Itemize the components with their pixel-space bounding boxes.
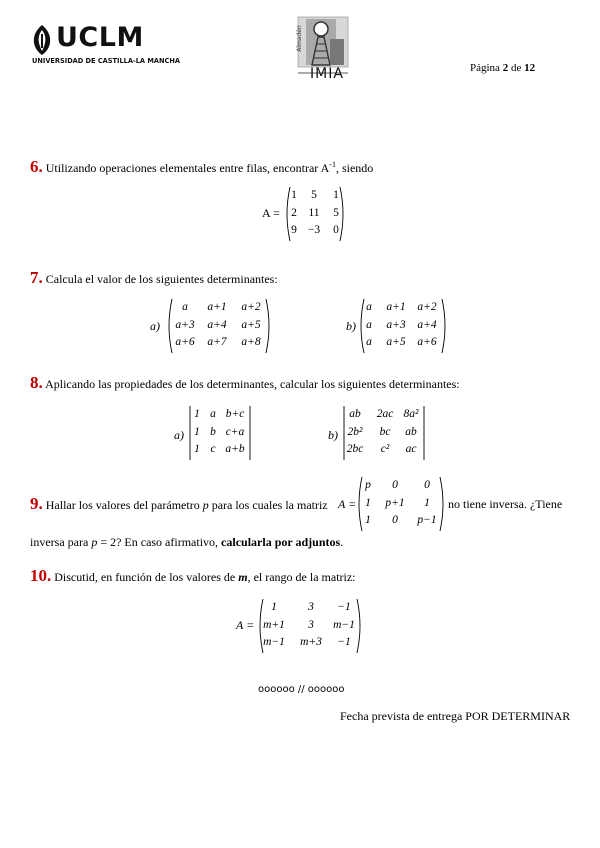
problem-7-text: Calcula el valor de los siguientes determinantes: <box>45 272 278 286</box>
matrix-cell: 1 <box>194 408 200 420</box>
problem-10: 10. Discutid, en función de los valores de m, el rango de la matriz: <box>30 566 356 585</box>
matrix-cell: c+a <box>225 425 245 438</box>
matrix-cell: a <box>366 336 372 348</box>
matrix-cell: 2b² <box>347 425 363 438</box>
problem-10-number: 10. <box>30 566 52 585</box>
matrix-cell: 11 <box>308 206 320 219</box>
matrix-cell: 8a² <box>403 408 419 420</box>
problem-9-matrix-label: A = <box>338 497 357 511</box>
problem-8 <box>30 373 460 393</box>
uclm-wordmark: UCLM <box>56 22 144 53</box>
problem-8-number: 8. <box>30 373 43 392</box>
matrix-cell: a+4 <box>207 318 227 331</box>
imia-logo <box>296 15 350 85</box>
matrix-cell: a <box>366 318 372 331</box>
matrix-cell: −1 <box>337 636 351 648</box>
matrix-cell: a+3 <box>386 318 406 331</box>
problem-9: 9. Hallar los valores del parámetro p para los cuales la matriz <box>30 494 328 513</box>
matrix-cell: 1 <box>365 514 371 526</box>
matrix-cell: c² <box>380 443 390 455</box>
matrix-cell: 2ac <box>376 408 394 420</box>
matrix-cell: a+5 <box>386 336 406 348</box>
matrix-cell: ab <box>349 408 361 420</box>
matrix-cell: ac <box>405 443 417 455</box>
problem-8-determinant-a <box>188 405 252 461</box>
matrix-cell: 1 <box>194 443 200 455</box>
matrix-cell: a+6 <box>417 336 437 348</box>
matrix-cell: a+8 <box>241 336 261 348</box>
matrix-cell: a <box>182 301 188 313</box>
problem-7-number: 7. <box>30 268 43 287</box>
matrix-cell: a+2 <box>417 301 437 313</box>
problem-6-text: Utilizando operaciones elementales entre filas, encontrar A <box>45 161 330 175</box>
problem-8-text: Aplicando las propiedades de los determinantes, calcular los siguientes determinantes: <box>45 377 460 391</box>
matrix-cell: p−1 <box>417 514 437 526</box>
imia-wordmark: IMIA <box>310 66 344 82</box>
problem-6-matrix <box>283 186 347 242</box>
matrix-cell: b <box>210 425 216 438</box>
matrix-cell: −3 <box>307 224 321 236</box>
matrix-cell: c <box>210 443 216 455</box>
page-number: Página 2 de 12 <box>470 62 536 74</box>
matrix-cell: p+1 <box>385 496 405 509</box>
matrix-cell: ab <box>405 425 417 438</box>
problem-7-a-label: a) <box>150 319 160 333</box>
matrix-cell: a+1 <box>386 301 406 313</box>
matrix-cell: 1 <box>365 496 371 509</box>
footer-code: oooooo // oooooo <box>258 684 345 695</box>
matrix-cell: −1 <box>337 601 351 613</box>
matrix-cell: a <box>210 408 216 420</box>
matrix-cell: 5 <box>333 206 339 219</box>
matrix-cell: 2 <box>291 206 297 219</box>
matrix-cell: 0 <box>333 224 339 236</box>
matrix-cell: m+3 <box>300 636 322 648</box>
matrix-cell: b+c <box>225 408 245 420</box>
matrix-cell: 3 <box>308 601 314 613</box>
matrix-cell: a+3 <box>175 318 195 331</box>
matrix-cell: 5 <box>311 189 317 201</box>
matrix-cell: 0 <box>392 514 398 526</box>
problem-7-matrix-a <box>165 298 273 354</box>
problem-8-a-label: a) <box>174 428 184 442</box>
matrix-cell: p <box>365 479 371 491</box>
problem-6-matrix-label: A = <box>262 206 280 220</box>
problem-10-matrix <box>256 598 364 654</box>
matrix-cell: m+1 <box>263 618 285 631</box>
problem-6: 6. Utilizando operaciones elementales entre filas, encontrar $A^{-1}$, siendo <box>30 157 374 176</box>
problem-10-matrix-label: A = <box>236 618 255 632</box>
matrix-cell: a+6 <box>175 336 195 348</box>
matrix-cell: 1 <box>291 189 297 201</box>
matrix-cell: 1 <box>424 496 430 509</box>
problem-7 <box>30 268 278 288</box>
matrix-cell: 1 <box>333 189 339 201</box>
matrix-cell: a+1 <box>207 301 227 313</box>
matrix-cell: bc <box>379 425 391 438</box>
problem-8-b-label: b) <box>328 428 338 442</box>
matrix-cell: a+b <box>225 443 245 455</box>
matrix-cell: a+4 <box>417 318 437 331</box>
matrix-cell: a+7 <box>207 336 227 348</box>
matrix-cell: a+2 <box>241 301 261 313</box>
uclm-subtitle: UNIVERSIDAD DE CASTILLA-LA MANCHA <box>32 57 180 65</box>
matrix-cell: a <box>366 301 372 313</box>
matrix-cell: 1 <box>194 425 200 438</box>
problem-7-b-label: b) <box>346 319 356 333</box>
matrix-cell: a+5 <box>241 318 261 331</box>
matrix-cell: 0 <box>392 479 398 491</box>
matrix-cell: 0 <box>424 479 430 491</box>
matrix-cell: m−1 <box>263 636 285 648</box>
problem-7-matrix-b <box>357 298 449 354</box>
problem-9-matrix <box>355 476 447 532</box>
matrix-cell: 3 <box>308 618 314 631</box>
matrix-cell: 9 <box>291 224 297 236</box>
footer-due-date: Fecha prevista de entrega POR DETERMINAR <box>340 709 571 723</box>
matrix-cell: 2bc <box>346 443 364 455</box>
problem-9-line-2: inversa para p = 2? En caso afirmativo, calcularla por adjuntos. <box>30 535 344 549</box>
problem-8-determinant-b <box>342 405 426 461</box>
uclm-emblem-icon <box>30 24 54 56</box>
imia-vertical-text: Almadén <box>295 25 303 52</box>
problem-9-text-after: no tiene inversa. ¿Tiene <box>448 497 563 511</box>
matrix-cell: 1 <box>271 601 277 613</box>
problem-9-number: 9. <box>30 494 43 513</box>
problem-6-number: 6. <box>30 157 43 176</box>
matrix-cell: m−1 <box>333 618 355 631</box>
